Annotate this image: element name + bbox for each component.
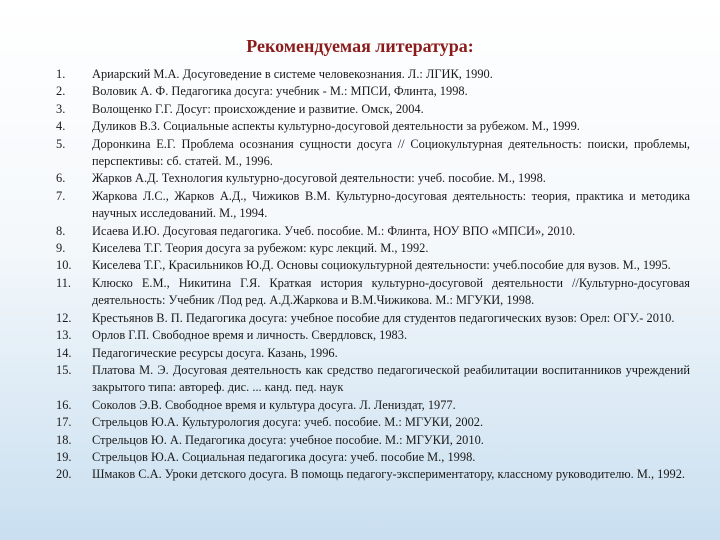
reference-number: 11.: [56, 275, 72, 290]
reference-item: [56, 83, 690, 100]
reference-item: [56, 275, 690, 310]
reference-text: Крестьянов В. П. Педагогика досуга: учебное пособие для студентов педагогических вузов: Орел: ОГУ.- 2010.: [92, 310, 675, 325]
reference-item: [56, 310, 690, 327]
reference-text: Киселева Т.Г. Теория досуга за рубежом: курс лекций. М., 1992.: [92, 241, 429, 256]
reference-item: [56, 432, 690, 449]
reference-number: 16.: [56, 397, 72, 412]
slide-title: Рекомендуемая литература:: [246, 36, 474, 56]
reference-text: Дуликов В.З. Социальные аспекты культурно-досуговой деятельности за рубежом. М., 1999.: [92, 119, 580, 134]
reference-number: 13.: [56, 328, 72, 343]
reference-item: [56, 136, 690, 171]
reference-text: Шмаков С.А. Уроки детского досуга. В помощь педагогу-экспериментатору, классному руководителю. М., 1992.: [92, 467, 686, 482]
reference-text: Орлов Г.П. Свободное время и личность. Свердловск, 1983.: [92, 328, 408, 343]
reference-number: 14.: [56, 345, 72, 360]
reference-number: 17.: [56, 415, 72, 430]
reference-number: 9.: [56, 241, 66, 256]
reference-text: Стрельцов Ю.А. Культурология досуга: учеб. пособие. М.: МГУКИ, 2002.: [92, 415, 484, 430]
reference-number: 12.: [56, 310, 72, 325]
reference-number: 5.: [56, 136, 66, 151]
reference-text: Стрельцов Ю. А. Педагогика досуга: учебное пособие. М.: МГУКИ, 2010.: [92, 432, 484, 447]
reference-text: Киселева Т.Г., Красильников Ю.Д. Основы социокультурной деятельности: учеб.пособие для вузов. М., 1995.: [92, 258, 671, 273]
reference-item: [56, 170, 690, 187]
reference-number: 3.: [56, 101, 66, 116]
reference-item: [56, 223, 690, 240]
reference-item: [56, 66, 690, 83]
reference-text: Исаева И.Ю. Досуговая педагогика. Учеб. пособие. М.: Флинта, НОУ ВПО «МПСИ», 2010.: [92, 223, 576, 238]
reference-item: [56, 345, 690, 362]
reference-text: Педагогические ресурсы досуга. Казань, 1996.: [92, 345, 338, 360]
reference-item: [56, 466, 690, 483]
reference-item: [56, 118, 690, 135]
reference-text: Стрельцов Ю.А. Социальная педагогика досуга: учеб. пособие М., 1998.: [92, 449, 476, 464]
reference-item: [56, 449, 690, 466]
reference-number: 10.: [56, 258, 72, 273]
reference-item: [56, 327, 690, 344]
reference-text: Жаркова Л.С., Жарков А.Д., Чижиков В.М. Культурно-досуговая деятельность: теория, практика и методика научных исследований. М., 1994.: [92, 188, 690, 221]
reference-item: [56, 362, 690, 397]
reference-item: [56, 101, 690, 118]
reference-list: [56, 66, 690, 484]
reference-item: [56, 414, 690, 431]
reference-item: [56, 240, 690, 257]
reference-text: Волощенко Г.Г. Досуг: происхождение и развитие. Омск, 2004.: [92, 101, 424, 116]
reference-number: 19.: [56, 449, 72, 464]
reference-text: Соколов Э.В. Свободное время и культура досуга. Л. Лениздат, 1977.: [92, 397, 456, 412]
reference-text: Платова М. Э. Досуговая деятельность как средство педагогической реабилитации воспитанников учреждений закрытого типа: автореф. дис. ... канд. пед. наук: [92, 362, 690, 395]
reference-number: 20.: [56, 467, 72, 482]
reference-text: Доронкина Е.Г. Проблема осознания сущности досуга // Социокультурная деятельность: поиски, проблемы, перспективы: сб. статей. М., 1996.: [92, 136, 690, 169]
reference-text: Ариарский М.А. Досуговедение в системе человекознания. Л.: ЛГИК, 1990.: [92, 67, 493, 81]
reference-number: 2.: [56, 84, 66, 99]
reference-text: Клюско Е.М., Никитина Г.Я. Краткая история культурно-досуговой деятельности //Культурно-досуговая деятельность: Учебник /Под ред. А.Д.Жаркова и В.М.Чижикова. М.: МГУКИ, 1998.: [92, 275, 690, 308]
reference-item: [56, 397, 690, 414]
reference-number: 7.: [56, 188, 66, 203]
reference-number: 8.: [56, 223, 66, 238]
reference-number: 15.: [56, 362, 72, 377]
reference-number: 18.: [56, 432, 72, 447]
reference-number: 1.: [56, 67, 66, 81]
reference-item: [56, 188, 690, 223]
reference-number: 6.: [56, 171, 66, 186]
reference-text: Жарков А.Д. Технология культурно-досуговой деятельности: учеб. пособие. М., 1998.: [92, 171, 546, 186]
reference-item: [56, 257, 690, 274]
reference-number: 4.: [56, 119, 66, 134]
reference-text: Воловик А. Ф. Педагогика досуга: учебник - М.: МПСИ, Флинта, 1998.: [92, 84, 468, 99]
